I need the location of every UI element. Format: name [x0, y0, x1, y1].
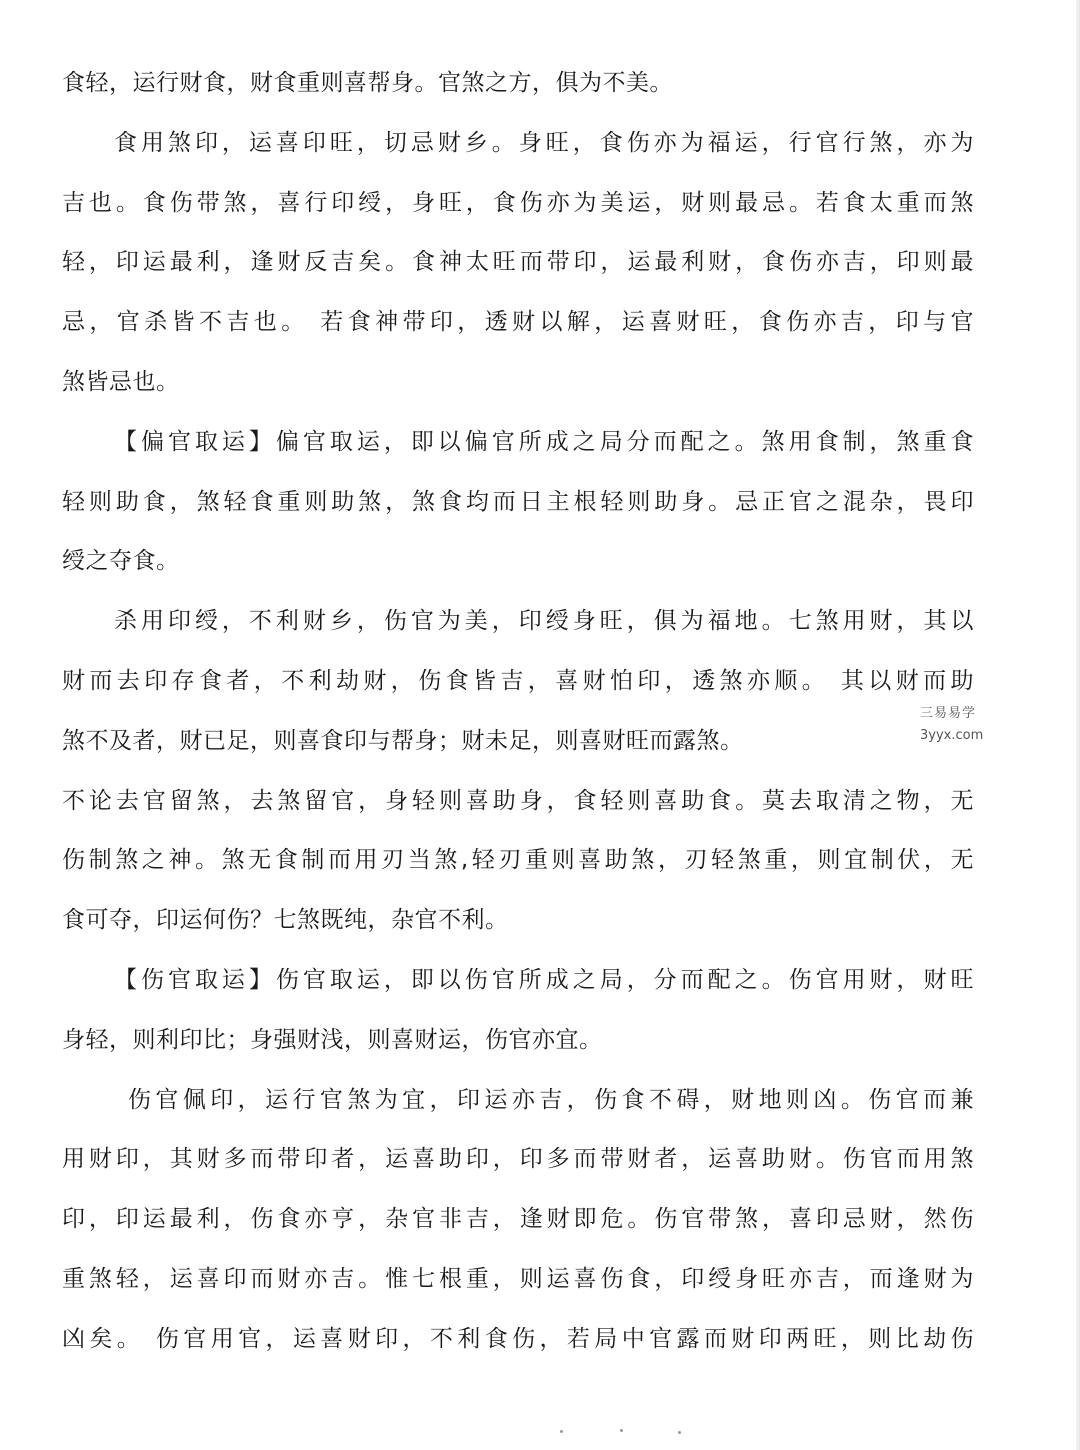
scan-edge-shadow — [1076, 0, 1080, 1450]
section-heading-line: 【偏官取运】偏官取运，即以偏官所成之局分而配之。煞用食制，煞重食 — [114, 428, 974, 455]
watermark-site-name: 三易易学 — [920, 706, 977, 721]
document-body — [62, 54, 977, 1370]
text-line: 伤官佩印，运行官煞为宜，印运亦吉，伤食不碍，财地则凶。伤官而兼 — [128, 1086, 974, 1113]
text-line: 轻，印运最利，逢财反吉矣。食神太旺而带印，运最利财，食伤亦吉，印则最 — [62, 249, 974, 276]
site-watermark — [912, 703, 1080, 751]
text-line: 用财印，其财多而带印者，运喜助印，印多而带财者，运喜助财。伤官而用煞 — [62, 1146, 974, 1173]
text-line: 不论去官留煞，去煞留官，身轻则喜助身，食轻则喜助食。莫去取清之物，无 — [62, 787, 974, 814]
section-heading-line: 【伤官取运】伤官取运，即以伤官所成之局，分而配之。伤官用财，财旺 — [114, 966, 974, 993]
scan-dot — [620, 1429, 623, 1432]
text-line: 食可夺，印运何伤？七煞既纯，杂官不利。 — [62, 907, 509, 934]
text-line: 财而去印存食者，不利劫财，伤食皆吉，喜财怕印，透煞亦顺。 其以财而助 — [62, 667, 974, 694]
text-line: 凶矣。 伤官用官，运喜财印，不利食伤，若局中官露而财印两旺，则比劫伤 — [62, 1325, 974, 1352]
text-line: 忌，官杀皆不吉也。 若食神带印，透财以解，运喜财旺，食伤亦吉，印与官 — [62, 309, 974, 336]
text-line: 食用煞印，运喜印旺，切忌财乡。身旺，食伤亦为福运，行官行煞，亦为 — [114, 129, 974, 156]
text-line: 轻则助食，煞轻食重则助煞，煞食均而日主根轻则助身。忌正官之混杂，畏印 — [62, 488, 974, 515]
scan-dot — [678, 1431, 681, 1434]
scan-artifact-dots — [560, 1428, 700, 1436]
text-line: 食轻，运行财食，财食重则喜帮身。官煞之方，俱为不美。 — [62, 70, 673, 96]
text-line: 伤制煞之神。煞无食制而用刃当煞,轻刃重则喜助煞，刃轻煞重，则宜制伏，无 — [62, 847, 974, 874]
text-line: 印，印运最利，伤食亦亨，杂官非吉，逢财即危。伤官带煞，喜印忌财，然伤 — [62, 1206, 974, 1233]
text-line: 身轻，则利印比；身强财浅，则喜财运，伤官亦宜。 — [62, 1026, 603, 1053]
text-line: 绶之夺食。 — [62, 548, 180, 575]
text-line: 煞皆忌也。 — [62, 368, 180, 395]
text-line: 杀用印绶，不利财乡，伤官为美，印绶身旺，俱为福地。七煞用财，其以 — [114, 608, 974, 635]
scan-dot — [560, 1430, 563, 1433]
text-line: 煞不及者，财已足，则喜食印与帮身；财未足，则喜财旺而露煞。 — [62, 727, 744, 754]
text-line: 吉也。食伤带煞，喜行印绶，身旺，食伤亦为美运，财则最忌。若食太重而煞 — [62, 189, 974, 216]
text-line: 重煞轻，运喜印而财亦吉。惟七根重，则运喜伤食，印绶身旺亦吉，而逢财为 — [62, 1265, 974, 1292]
watermark-site-url: 3yyx.com — [920, 728, 984, 743]
